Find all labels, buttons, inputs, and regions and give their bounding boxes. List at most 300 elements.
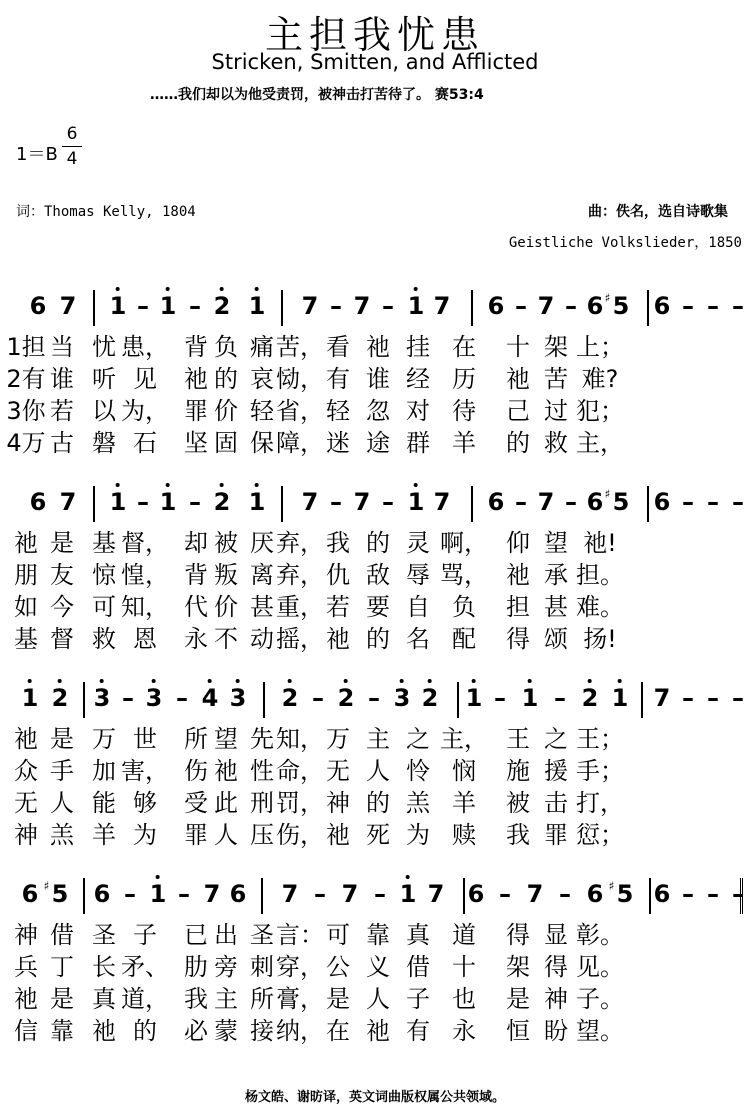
note: 7	[427, 880, 445, 908]
lyric-syllable: 显	[544, 921, 568, 949]
lyric-syllable: 若	[326, 593, 350, 621]
dash-extension: –	[124, 880, 136, 908]
note: 1	[466, 684, 483, 712]
octave-dot	[166, 483, 170, 487]
note: 1	[160, 488, 177, 516]
meter-denominator: 4	[66, 149, 78, 169]
octave-dot	[255, 287, 259, 291]
english-title: Stricken, Smitten, and Afflicted	[211, 50, 539, 74]
verse-line-2	[0, 364, 750, 396]
note: 1	[408, 488, 425, 516]
lyric-syllable: 众	[14, 757, 38, 785]
lyric-syllable: 苦	[544, 365, 568, 393]
lyric-syllable: 的	[133, 1017, 157, 1045]
lyric-syllable: 压	[250, 821, 274, 849]
lyric-syllable: 纳，	[276, 1017, 324, 1045]
dash-extension: –	[330, 488, 342, 516]
lyrics	[0, 920, 750, 1048]
lyric-syllable: 见。	[576, 953, 624, 981]
note: 7	[433, 488, 451, 516]
lyric-syllable: 背	[184, 333, 208, 361]
lyric-syllable: 1担	[6, 333, 46, 361]
lyric-syllable: 可	[326, 921, 350, 949]
verse-line-1	[0, 528, 750, 560]
lyric-syllable: 背	[184, 561, 208, 589]
lyric-syllable: 道，	[121, 985, 169, 1013]
lyric-syllable: 以	[92, 397, 116, 425]
lyric-syllable: 祂	[14, 529, 38, 557]
lyric-syllable: 弃，	[276, 561, 324, 589]
dash-extension: –	[732, 684, 744, 712]
dash-extension: –	[682, 880, 694, 908]
lyric-syllable: 可	[92, 593, 116, 621]
lyric-syllable: 羊	[452, 789, 476, 817]
octave-dot	[588, 679, 592, 683]
lyric-syllable: 仇	[326, 561, 350, 589]
lyric-syllable: 谁	[50, 365, 74, 393]
lyric-syllable: 灵	[406, 529, 430, 557]
note: 7	[537, 292, 555, 320]
note: 1	[408, 292, 425, 320]
lyric-syllable: 患，	[121, 333, 169, 361]
lyric-syllable: 友	[50, 561, 74, 589]
lyric-syllable: 主	[366, 725, 390, 753]
note: 1	[522, 684, 539, 712]
dash-extension: –	[178, 880, 190, 908]
barline	[93, 290, 95, 326]
lyric-syllable: 所	[250, 985, 274, 1013]
barline	[463, 878, 465, 914]
lyrics	[0, 724, 750, 852]
lyric-syllable: 之	[406, 725, 430, 753]
lyric-syllable: 打，	[576, 789, 624, 817]
octave-dot	[236, 679, 240, 683]
lyric-syllable: 有	[406, 1017, 430, 1045]
note: 3	[94, 684, 111, 712]
lyric-syllable: 犯；	[576, 397, 624, 425]
note: 6	[29, 292, 47, 320]
dash-extension: –	[732, 292, 744, 320]
barline	[83, 878, 85, 914]
lyric-syllable: 磐	[92, 429, 116, 457]
lyric-syllable: 基	[92, 529, 116, 557]
note: 6	[586, 880, 604, 908]
lyric-syllable: 恩	[133, 625, 157, 653]
sharp-sign: ♯	[604, 291, 611, 305]
lyric-syllable: 在	[326, 1017, 350, 1045]
note: 7	[526, 880, 544, 908]
verse-line-4	[0, 1016, 750, 1048]
barline	[83, 682, 85, 718]
lyric-syllable: 人	[50, 789, 74, 817]
lyric-syllable: 群	[406, 429, 430, 457]
dash-extension: –	[565, 292, 577, 320]
barline	[649, 878, 651, 914]
barline	[261, 878, 263, 914]
lyric-syllable: 有	[326, 365, 350, 393]
lyric-syllable: 自	[406, 593, 430, 621]
note: ♯ 5	[617, 880, 634, 908]
lyric-syllable: 罚，	[276, 789, 324, 817]
lyric-syllable: 手	[50, 757, 74, 785]
octave-dot	[255, 483, 259, 487]
verse-line-2	[0, 560, 750, 592]
lyric-syllable: 是	[50, 985, 74, 1013]
lyric-syllable: 丁	[50, 953, 74, 981]
lyric-syllable: 惊	[92, 561, 116, 589]
lyric-syllable: 永	[184, 625, 208, 653]
note: 1	[249, 488, 266, 516]
lyric-syllable: 救	[92, 625, 116, 653]
lyric-syllable: 省，	[276, 397, 324, 425]
octave-dot	[156, 875, 160, 879]
note: 1	[110, 292, 127, 320]
lyric-syllable: 在	[452, 333, 476, 361]
lyric-syllable: 颂	[544, 625, 568, 653]
lyric-syllable: 见	[133, 365, 157, 393]
lyric-syllable: 公	[326, 953, 350, 981]
lyric-syllable: 谁	[366, 365, 390, 393]
lyric-syllable: 圣	[92, 921, 116, 949]
lyric-syllable: 借	[50, 921, 74, 949]
composer-credit: 曲：佚名，选自诗歌集	[588, 204, 728, 220]
barline	[641, 682, 643, 718]
lyric-syllable: 彰。	[576, 921, 624, 949]
lyric-syllable: 价	[214, 593, 238, 621]
verse-line-2	[0, 756, 750, 788]
note: 7	[59, 488, 77, 516]
note: 7	[433, 292, 451, 320]
lyric-syllable: 膏，	[276, 985, 324, 1013]
lyric-syllable: 迷	[326, 429, 350, 457]
sharp-sign: ♯	[43, 879, 50, 893]
lyric-syllable: 十	[506, 333, 530, 361]
lyric-syllable: 接	[250, 1017, 274, 1045]
lyric-syllable: 真	[406, 921, 430, 949]
lyric-syllable: 主	[214, 985, 238, 1013]
note: ♯ 5	[613, 292, 630, 320]
lyric-syllable: 甚	[544, 593, 568, 621]
note: 7	[59, 292, 77, 320]
lyric-syllable: 对	[406, 397, 430, 425]
lyric-syllable: 羔	[406, 789, 430, 817]
dash-extension: –	[682, 684, 694, 712]
lyric-syllable: 祂	[14, 725, 38, 753]
lyric-syllable: 靠	[366, 921, 390, 949]
lyric-syllable: 子	[133, 921, 157, 949]
note: 3	[230, 684, 247, 712]
note: 1	[249, 292, 266, 320]
lyric-syllable: 得	[544, 953, 568, 981]
lyric-syllable: 看	[326, 333, 350, 361]
dash-extension: –	[137, 292, 149, 320]
lyric-syllable: 己	[506, 397, 530, 425]
lyric-syllable: 摇，	[276, 625, 324, 653]
lyric-syllable: 基	[14, 625, 38, 653]
note: 4	[202, 684, 219, 712]
note: 6	[487, 488, 505, 516]
octave-dot	[28, 679, 32, 683]
barline	[281, 486, 283, 522]
lyric-syllable: 恒	[506, 1017, 530, 1045]
lyric-syllable: 哀	[250, 365, 274, 393]
octave-dot	[472, 679, 476, 683]
dash-extension: –	[499, 880, 511, 908]
lyric-syllable: 忧	[92, 333, 116, 361]
lyric-syllable: 价	[214, 397, 238, 425]
lyric-syllable: 的	[366, 529, 390, 557]
note: 1	[150, 880, 167, 908]
lyric-syllable: 死	[366, 821, 390, 849]
lyric-syllable: 听	[92, 365, 116, 393]
note: 2	[214, 488, 231, 516]
lyric-syllable: 祂	[92, 1017, 116, 1045]
lyric-syllable: 祂	[214, 757, 238, 785]
barline	[647, 290, 649, 326]
lyric-syllable: 敌	[366, 561, 390, 589]
lyric-syllable: 肋	[184, 953, 208, 981]
lyric-syllable: 祂	[184, 365, 208, 393]
lyric-syllable: 盼	[544, 1017, 568, 1045]
dash-extension: –	[707, 488, 719, 516]
lyric-syllable: 子	[406, 985, 430, 1013]
lyric-syllable: 架	[506, 953, 530, 981]
dash-extension: –	[382, 488, 394, 516]
dash-extension: –	[314, 880, 326, 908]
lyric-syllable: 神	[326, 789, 350, 817]
lyric-syllable: 2有	[6, 365, 46, 393]
verse-line-1	[0, 724, 750, 756]
note: 7	[653, 684, 671, 712]
lyric-syllable: 望	[214, 725, 238, 753]
barline	[93, 486, 95, 522]
note: 1	[612, 684, 629, 712]
lyric-syllable: 义	[366, 953, 390, 981]
sharp-sign: ♯	[608, 879, 615, 893]
lyric-syllable: 朋	[14, 561, 38, 589]
lyric-syllable: 能	[92, 789, 116, 817]
note: ♯ 5	[52, 880, 69, 908]
lyric-syllable: 知，	[276, 725, 324, 753]
verse-line-3	[0, 592, 750, 624]
octave-dot	[406, 875, 410, 879]
lyric-syllable: 王；	[576, 725, 624, 753]
lyric-syllable: 当	[50, 333, 74, 361]
lyric-syllable: 道	[452, 921, 476, 949]
lyric-syllable: 忽	[366, 397, 390, 425]
note: 7	[341, 880, 359, 908]
lyric-syllable: 也	[452, 985, 476, 1013]
dash-extension: –	[330, 292, 342, 320]
octave-dot	[414, 287, 418, 291]
lyric-syllable: 手；	[576, 757, 624, 785]
dash-extension: –	[189, 488, 201, 516]
octave-dot	[528, 679, 532, 683]
lyric-syllable: 架	[544, 333, 568, 361]
note: 7	[301, 292, 319, 320]
note: 7	[301, 488, 319, 516]
lyricist-credit: 词：Thomas Kelly, 1804	[16, 204, 196, 220]
lyric-syllable: 得	[506, 625, 530, 653]
notation-row	[0, 468, 750, 528]
lyric-syllable: 望	[544, 529, 568, 557]
lyric-syllable: 出	[214, 921, 238, 949]
key-signature: 1＝B	[16, 144, 58, 165]
lyric-syllable: 名	[406, 625, 430, 653]
note: 1	[400, 880, 417, 908]
lyric-syllable: 若	[50, 397, 74, 425]
lyric-syllable: 赎	[452, 821, 476, 849]
lyric-syllable: 人	[366, 985, 390, 1013]
lyric-syllable: 辱	[406, 561, 430, 589]
lyric-syllable: 借	[406, 953, 430, 981]
note: 2	[52, 684, 69, 712]
lyric-syllable: 的	[366, 789, 390, 817]
lyric-syllable: 万	[92, 725, 116, 753]
lyric-syllable: 矛、	[121, 953, 169, 981]
lyric-syllable: 神	[14, 821, 38, 849]
lyric-syllable: 的	[506, 429, 530, 457]
lyric-syllable: 扬!	[583, 625, 617, 653]
lyric-syllable: 为	[133, 821, 157, 849]
lyric-syllable: 动	[250, 625, 274, 653]
lyric-syllable: 轻	[326, 397, 350, 425]
octave-dot	[344, 679, 348, 683]
notation-row	[0, 272, 750, 332]
dash-extension: –	[682, 488, 694, 516]
octave-dot	[414, 483, 418, 487]
verse-line-1	[0, 332, 750, 364]
lyric-syllable: 神	[544, 985, 568, 1013]
dash-extension: –	[494, 684, 506, 712]
lyric-syllable: 4万	[6, 429, 46, 457]
lyric-syllable: 如	[14, 593, 38, 621]
octave-dot	[618, 679, 622, 683]
lyric-syllable: 是	[50, 529, 74, 557]
dash-extension: –	[312, 684, 324, 712]
lyric-syllable: 苦，	[276, 333, 324, 361]
lyric-syllable: 十	[452, 953, 476, 981]
lyric-syllable: 轻	[250, 397, 274, 425]
dash-extension: –	[515, 488, 527, 516]
lyric-syllable: 罪	[184, 397, 208, 425]
dash-extension: –	[176, 684, 188, 712]
lyric-syllable: 信	[14, 1017, 38, 1045]
lyric-syllable: 性	[250, 757, 274, 785]
lyric-syllable: 悯	[452, 757, 476, 785]
dash-extension: –	[382, 292, 394, 320]
lyric-syllable: 祂	[326, 821, 350, 849]
score-system	[0, 664, 750, 852]
dash-extension: –	[707, 684, 719, 712]
note: 7	[537, 488, 555, 516]
lyric-syllable: 击	[544, 789, 568, 817]
lyric-syllable: 子。	[576, 985, 624, 1013]
note: 6	[229, 880, 247, 908]
lyric-syllable: 待	[452, 397, 476, 425]
lyric-syllable: 要	[366, 593, 390, 621]
lyric-syllable: 罪	[544, 821, 568, 849]
lyric-syllable: 人	[214, 821, 238, 849]
verse-line-4	[0, 428, 750, 460]
lyric-syllable: 历	[452, 365, 476, 393]
lyric-syllable: 愆；	[576, 821, 624, 849]
note: 7	[353, 292, 371, 320]
dash-extension: –	[189, 292, 201, 320]
final-barline	[740, 878, 745, 914]
lyric-syllable: 痛	[250, 333, 274, 361]
lyric-syllable: 祂	[506, 365, 530, 393]
dash-extension: –	[707, 880, 719, 908]
lyric-syllable: 我	[184, 985, 208, 1013]
note: 2	[214, 292, 231, 320]
lyric-syllable: 骂，	[440, 561, 488, 589]
octave-dot	[100, 679, 104, 683]
lyric-syllable: 厌	[250, 529, 274, 557]
note: 6	[653, 488, 671, 516]
lyric-syllable: 援	[544, 757, 568, 785]
octave-dot	[428, 679, 432, 683]
lyric-syllable: 此	[214, 789, 238, 817]
lyric-syllable: 甚	[250, 593, 274, 621]
lyric-syllable: 之	[544, 725, 568, 753]
dash-extension: –	[682, 292, 694, 320]
lyric-syllable: 施	[506, 757, 530, 785]
verse-line-4	[0, 820, 750, 852]
lyric-syllable: 承	[544, 561, 568, 589]
lyric-syllable: 啊，	[440, 529, 488, 557]
lyric-syllable: 障，	[276, 429, 324, 457]
lyric-syllable: 受	[184, 789, 208, 817]
dash-extension: –	[559, 880, 571, 908]
barline	[263, 682, 265, 718]
lyric-syllable: 我	[506, 821, 530, 849]
lyric-syllable: 羊	[452, 429, 476, 457]
barline	[457, 682, 459, 718]
note: ♯ 5	[613, 488, 630, 516]
lyric-syllable: 经	[406, 365, 430, 393]
lyric-syllable: 长	[92, 953, 116, 981]
dash-extension: –	[368, 684, 380, 712]
dash-extension: –	[554, 684, 566, 712]
note: 7	[281, 880, 299, 908]
lyric-syllable: 罪	[184, 821, 208, 849]
note: 2	[422, 684, 439, 712]
lyric-syllable: 代	[184, 593, 208, 621]
note: 1	[22, 684, 39, 712]
lyric-syllable: 重，	[276, 593, 324, 621]
note: 3	[146, 684, 163, 712]
lyrics	[0, 332, 750, 460]
barline	[647, 486, 649, 522]
lyric-syllable: 祂	[366, 1017, 390, 1045]
dash-extension: –	[515, 292, 527, 320]
dash-extension: –	[374, 880, 386, 908]
lyric-syllable: 刺	[250, 953, 274, 981]
sharp-sign: ♯	[604, 487, 611, 501]
note: 3	[394, 684, 411, 712]
lyric-syllable: 督	[50, 625, 74, 653]
lyric-syllable: 羊	[92, 821, 116, 849]
lyric-syllable: 祂	[506, 561, 530, 589]
lyric-syllable: 加	[92, 757, 116, 785]
note: 6	[487, 292, 505, 320]
hymn-title: 主担我忧患	[264, 13, 485, 57]
lyric-syllable: 神	[14, 921, 38, 949]
lyric-syllable: 真	[92, 985, 116, 1013]
lyric-syllable: 恸，	[276, 365, 324, 393]
octave-dot	[220, 287, 224, 291]
